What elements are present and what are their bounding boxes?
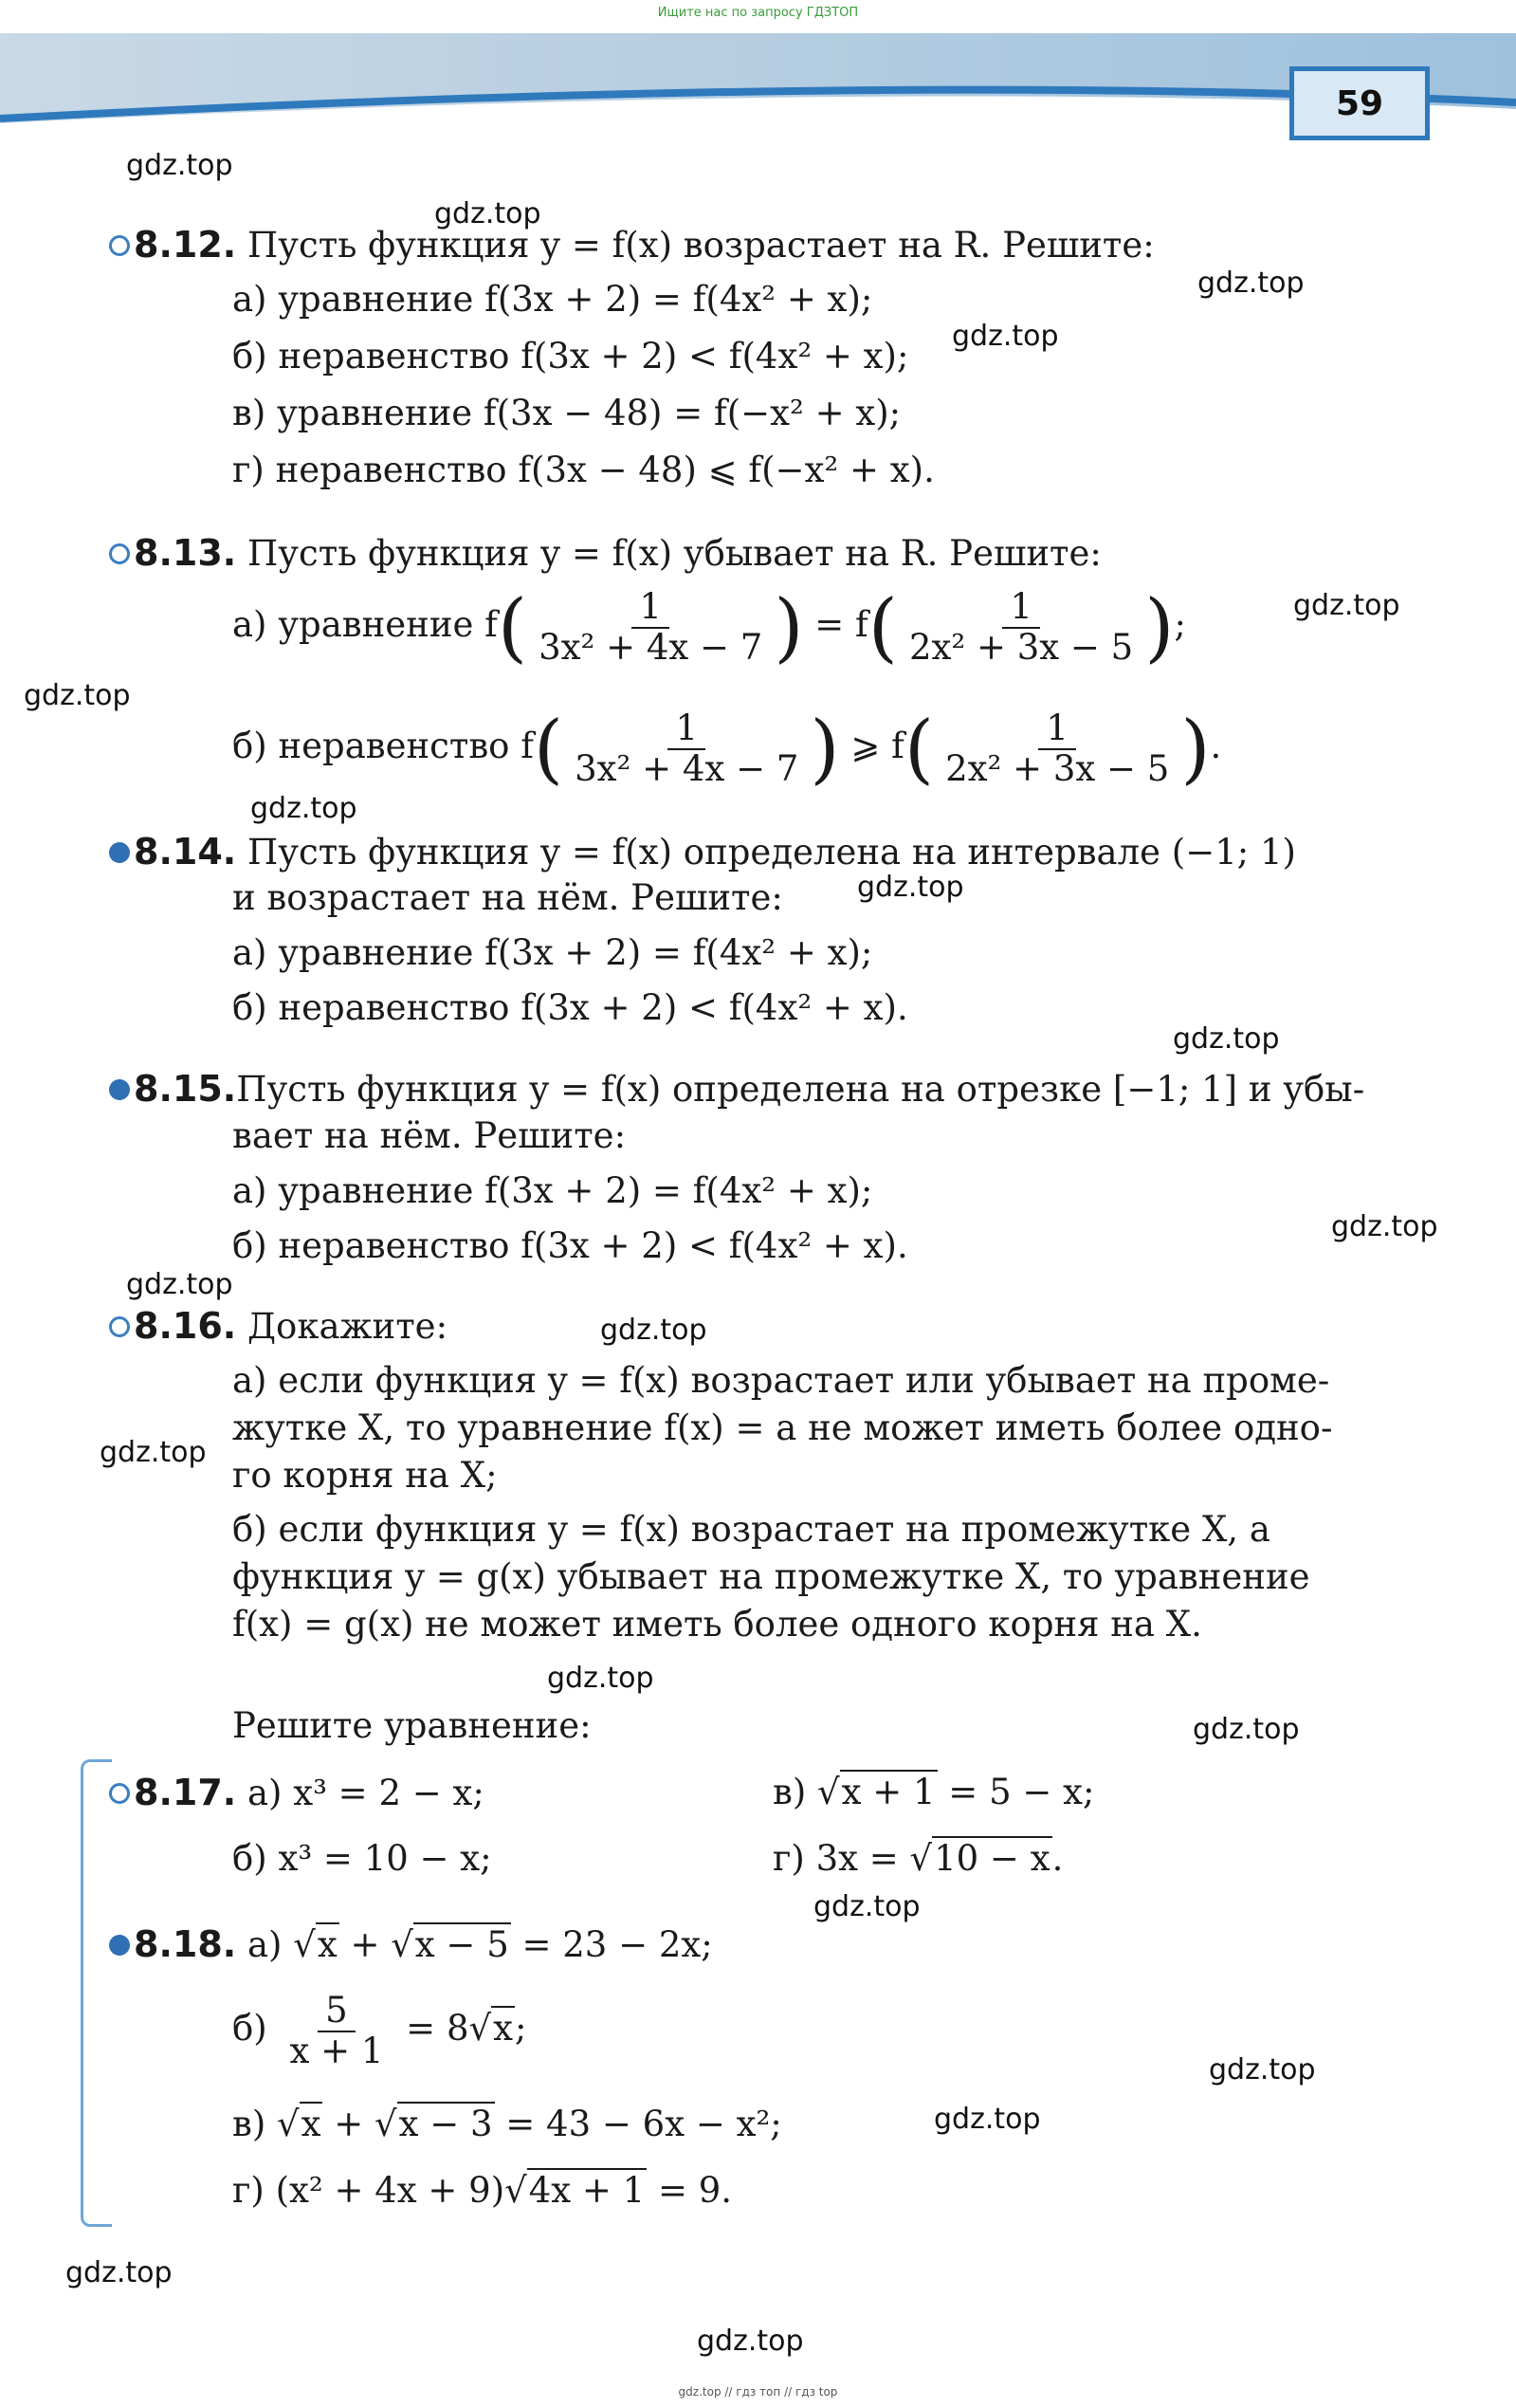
problem-8-15-b: б) неравенство f(3x + 2) < f(4x² + x). [232, 1225, 908, 1266]
item-text: ; [514, 2008, 527, 2050]
problem-8-13-b [232, 704, 1222, 793]
item-text: б) [232, 2008, 279, 2050]
problem-text: Пусть функция y = f(x) возрастает на R. Решите: [247, 225, 1155, 266]
problem-number: 8.17. [134, 1772, 237, 1813]
problem-8-17-v: в) √x + 1 = 5 − x; [773, 1772, 1095, 1812]
problem-8-17-g: г) 3x = √10 − x. [773, 1838, 1064, 1879]
problem-8-15-a: а) уравнение f(3x + 2) = f(4x² + x); [232, 1170, 873, 1211]
problem-8-16-b1: б) если функция y = f(x) возрастает на промежутке X, а [232, 1509, 1270, 1550]
problem-number: 8.12. [134, 224, 237, 266]
problem-text: Пусть функция y = f(x) определена на отрезке [−1; 1] и убы- [236, 1069, 1365, 1110]
item-text: а) x³ = 2 − x; [247, 1773, 484, 1813]
problem-8-13-a [232, 582, 1186, 671]
item-text: б) неравенство f [232, 726, 534, 767]
watermark: gdz.top [24, 679, 131, 712]
bracket-glyph: ( [497, 582, 528, 671]
numerator: 1 [631, 588, 669, 629]
radicand: x [317, 1924, 338, 1965]
problem-8-16-a1: а) если функция y = f(x) возрастает или убывает на проме- [232, 1360, 1330, 1401]
problem-8-16-a3: го корня на X; [232, 1455, 498, 1496]
item-text: в) [232, 2104, 278, 2144]
fraction [567, 709, 806, 788]
watermark: gdz.top [1293, 589, 1400, 622]
item-text: = f [814, 604, 868, 646]
open-circle-icon [109, 235, 130, 256]
bracket-glyph: ) [774, 582, 804, 671]
problem-8-14-b: б) неравенство f(3x + 2) < f(4x² + x). [232, 987, 908, 1028]
denominator: 3x² + 4x − 7 [539, 626, 763, 668]
problem-8-16-b2: функция y = g(x) убывает на промежутке X, то уравнение [232, 1556, 1310, 1597]
radicand: 4x + 1 [528, 2170, 646, 2211]
item-text: . [1051, 1838, 1064, 1879]
watermark: gdz.top [126, 1268, 233, 1301]
watermark: gdz.top [857, 871, 964, 904]
item-text: а) [247, 1924, 294, 1965]
problem-8-17-row1 [109, 1774, 484, 1813]
problem-8-12-stem [109, 226, 1155, 266]
watermark: gdz.top [1209, 2053, 1316, 2086]
denominator: 3x² + 4x − 7 [575, 747, 799, 789]
item-text: = 43 − 6x − x²; [494, 2104, 782, 2144]
problem-number: 8.18. [134, 1923, 237, 1965]
watermark: gdz.top [100, 1436, 207, 1469]
watermark: gdz.top [65, 2256, 173, 2289]
watermark: gdz.top [1331, 1210, 1438, 1243]
watermark: gdz.top [1173, 1022, 1280, 1056]
problem-8-18-v: в) √x + √x − 3 = 43 − 6x − x²; [232, 2104, 782, 2144]
problem-8-18-g: г) (x² + 4x + 9)√4x + 1 = 9. [232, 2170, 733, 2211]
problem-number: 8.15. [134, 1068, 237, 1110]
problem-number: 8.14. [134, 831, 237, 873]
problem-8-16-stem [109, 1307, 447, 1347]
filled-circle-icon [109, 1079, 130, 1100]
filled-circle-icon [109, 1935, 130, 1956]
numerator: 1 [1038, 709, 1076, 750]
radicand: x − 3 [398, 2104, 493, 2144]
problem-number: 8.13. [134, 532, 237, 574]
watermark: gdz.top [547, 1662, 654, 1695]
watermark: gdz.top [934, 2103, 1041, 2136]
filled-circle-icon [109, 842, 130, 863]
item-text: . [1210, 726, 1222, 767]
problem-8-12-a: а) уравнение f(3x + 2) = f(4x² + x); [232, 279, 873, 320]
problem-8-18-b: б) $\frac{5}{x + 1}$ = 8√x; [232, 1990, 527, 2071]
open-circle-icon [109, 1316, 130, 1337]
problem-8-12-d: г) неравенство f(3x − 48) ⩽ f(−x² + x). [232, 450, 935, 490]
item-text: в) [773, 1772, 818, 1812]
watermark: gdz.top [1197, 267, 1305, 300]
radicand: x + 1 [841, 1772, 936, 1812]
item-text: ; [1174, 604, 1186, 646]
watermark: gdz.top [434, 197, 541, 230]
page-number: 59 [1289, 66, 1430, 140]
bracket-glyph: ( [904, 704, 935, 793]
watermark: gdz.top [952, 320, 1059, 353]
problem-8-14-stem-cont: и возрастает на нём. Решите: [232, 877, 783, 918]
problem-8-12-c: в) уравнение f(3x − 48) = f(−x² + x); [232, 393, 902, 433]
radicand: x [301, 2104, 321, 2144]
problem-8-17-b: б) x³ = 10 − x; [232, 1838, 492, 1879]
fraction [938, 709, 1177, 788]
item-text: + [322, 2104, 375, 2144]
item-text: + [338, 1924, 392, 1965]
open-circle-icon [109, 543, 130, 564]
problem-8-15-stem-cont: вает на нём. Решите: [232, 1115, 627, 1156]
item-text: г) 3x = [773, 1838, 910, 1879]
problem-8-14-stem [109, 833, 1296, 873]
problem-8-14-a: а) уравнение f(3x + 2) = f(4x² + x); [232, 932, 873, 973]
top-search-hint: Ищите нас по запросу ГДЗТОП [657, 6, 859, 20]
problem-text: Докажите: [247, 1306, 448, 1347]
numerator: 1 [1002, 588, 1040, 629]
problem-8-18-a: 8.18. а) √x + √x − 5 = 23 − 2x; [109, 1925, 713, 1965]
problem-8-15-stem [109, 1070, 1364, 1110]
item-text: = 8 [394, 2008, 469, 2050]
problem-text: Пусть функция y = f(x) убывает на R. Решите: [247, 533, 1102, 574]
item-text: ⩾ f [850, 726, 904, 767]
problem-8-12-b: б) неравенство f(3x + 2) < f(4x² + x); [232, 336, 909, 377]
bracket-glyph: ) [810, 704, 840, 793]
watermark: gdz.top [126, 149, 233, 182]
reverse-page-show-through [1289, 232, 1300, 270]
radicand: 10 − x [934, 1838, 1050, 1879]
denominator: 2x² + 3x − 5 [945, 747, 1170, 789]
item-text: г) (x² + 4x + 9) [232, 2170, 505, 2211]
watermark: gdz.top [813, 1890, 921, 1923]
denominator: 2x² + 3x − 5 [908, 626, 1134, 668]
open-circle-icon [109, 1783, 130, 1804]
numerator: 5 [318, 1992, 356, 2032]
watermark: gdz.top [250, 792, 357, 825]
bracket-glyph: ( [533, 704, 564, 793]
group-bracket [81, 1759, 112, 2227]
watermark: gdz.top [697, 2325, 804, 2358]
bracket-glyph: ) [1144, 582, 1175, 671]
problem-8-16-b3: f(x) = g(x) не может иметь более одного корня на X. [232, 1604, 1202, 1645]
bracket-glyph: ) [1180, 704, 1211, 793]
watermark: gdz.top [600, 1314, 707, 1347]
solve-heading: Решите уравнение: [232, 1705, 592, 1746]
item-text: а) уравнение f [232, 604, 498, 646]
item-text: = 5 − x; [937, 1772, 1095, 1812]
problem-8-16-a2: жутке X, то уравнение f(x) = a не может иметь более одно- [232, 1407, 1333, 1448]
numerator: 1 [667, 709, 705, 750]
radicand: x − 5 [414, 1924, 509, 1965]
fraction [282, 1992, 391, 2070]
bracket-glyph: ( [868, 582, 898, 671]
footer-text: gdz.top // гдз топ // гдз top [678, 2385, 838, 2399]
radicand: x [493, 2008, 513, 2050]
problem-8-13-stem [109, 534, 1102, 574]
denominator: x + 1 [289, 2030, 384, 2071]
problem-text: Пусть функция y = f(x) определена на интервале (−1; 1) [247, 832, 1296, 873]
problem-number: 8.16. [134, 1305, 237, 1347]
item-text: = 9. [647, 2170, 733, 2211]
item-text: = 23 − 2x; [510, 1924, 713, 1965]
watermark: gdz.top [1193, 1713, 1300, 1746]
fraction [531, 588, 770, 667]
fraction [902, 588, 1141, 667]
